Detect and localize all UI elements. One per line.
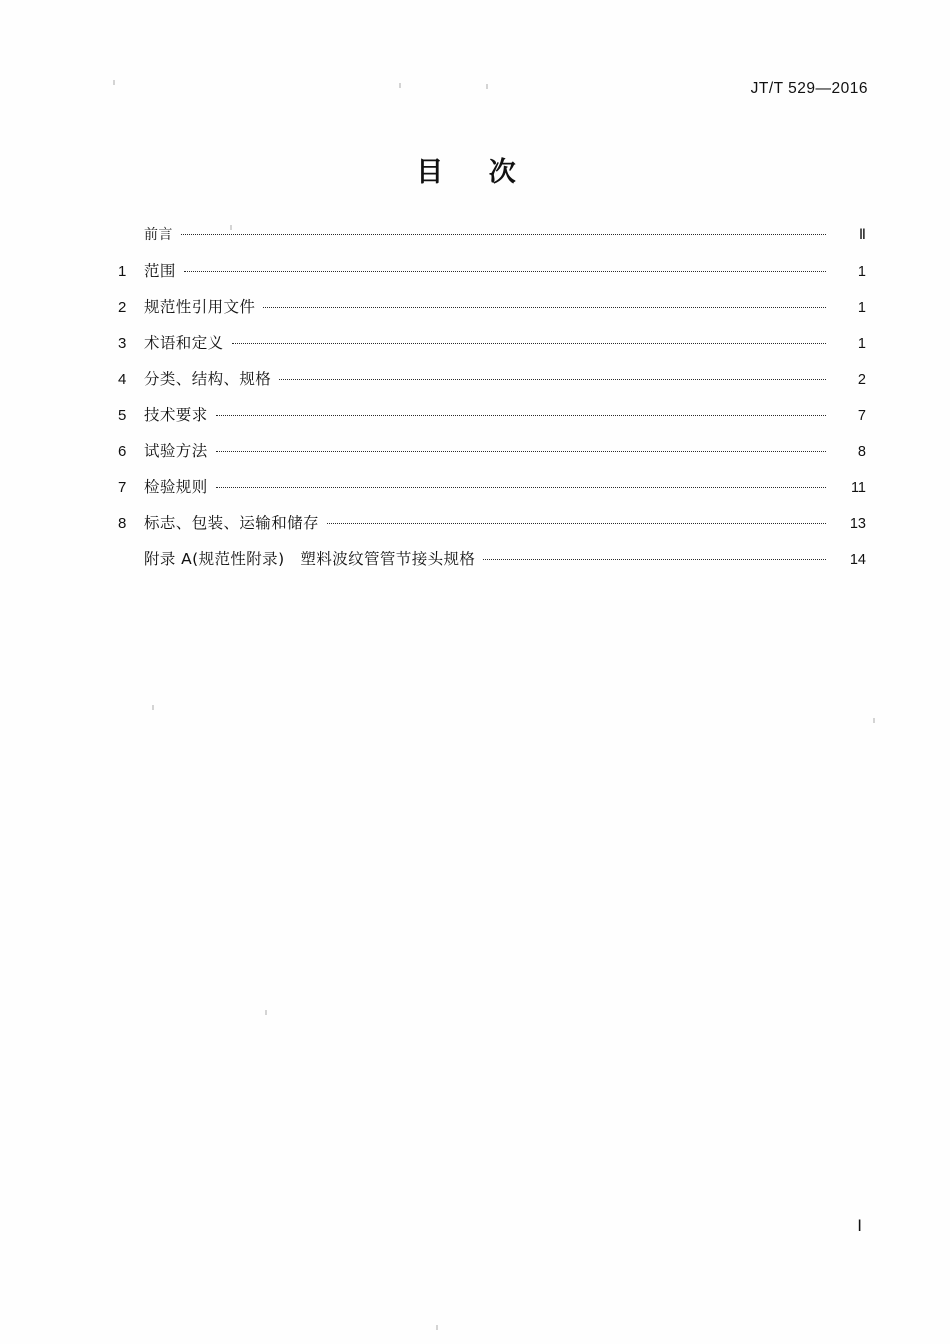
toc-entry-page: Ⅱ xyxy=(858,227,866,243)
scan-speck xyxy=(113,80,115,85)
toc-leader xyxy=(216,414,826,416)
toc-entry-number: 4 xyxy=(118,371,127,388)
toc-entry-number: 5 xyxy=(118,407,127,424)
toc-leader xyxy=(181,233,826,235)
toc-entry-label: 分类、结构、规格 xyxy=(144,370,272,388)
toc-entry-normative-references[interactable] xyxy=(118,300,866,336)
toc-entry-inspection-rules[interactable] xyxy=(118,480,866,516)
toc-entry-page: 14 xyxy=(849,552,866,568)
toc-entry-label: 范围 xyxy=(144,262,176,280)
toc-entry-label: 技术要求 xyxy=(144,406,208,424)
toc-entry-number: 1 xyxy=(118,263,127,280)
toc-entry-page: 7 xyxy=(857,408,866,424)
toc-entry-label: 标志、包装、运输和储存 xyxy=(144,514,319,532)
toc-entry-terms-definitions[interactable] xyxy=(118,336,866,372)
toc-entry-number: 8 xyxy=(118,515,127,532)
toc-leader xyxy=(327,522,826,524)
toc-entry-label: 前言 xyxy=(144,227,173,243)
toc-entry-page: 11 xyxy=(850,480,866,496)
toc-entry-annex-a[interactable] xyxy=(118,552,866,588)
scan-speck xyxy=(436,1325,438,1330)
scan-speck xyxy=(265,1010,267,1015)
toc-entry-scope[interactable] xyxy=(118,264,866,300)
toc-leader xyxy=(184,270,826,272)
toc-entry-label: 检验规则 xyxy=(144,478,208,496)
toc-entry-classification[interactable] xyxy=(118,372,866,408)
toc-leader xyxy=(232,342,826,344)
scan-speck xyxy=(152,705,154,710)
toc-entry-foreword[interactable] xyxy=(118,228,866,264)
toc-entry-page: 1 xyxy=(857,336,866,352)
page-title: 目 次 xyxy=(416,157,534,188)
toc-entry-label: 术语和定义 xyxy=(144,334,224,352)
table-of-contents xyxy=(118,228,866,588)
toc-entry-page: 2 xyxy=(857,372,866,388)
toc-leader xyxy=(263,306,826,308)
toc-entry-page: 8 xyxy=(857,444,866,460)
scan-speck xyxy=(486,84,488,89)
toc-entry-number: 6 xyxy=(118,443,127,460)
toc-entry-number: 7 xyxy=(118,479,127,496)
toc-leader xyxy=(216,450,826,452)
scan-speck xyxy=(399,83,401,88)
page-number-footer: Ⅰ xyxy=(857,1218,862,1235)
toc-leader xyxy=(279,378,826,380)
toc-entry-technical-requirements[interactable] xyxy=(118,408,866,444)
toc-leader xyxy=(216,486,826,488)
toc-entry-page: 13 xyxy=(849,516,866,532)
standard-code-header: JT/T 529—2016 xyxy=(750,80,868,97)
toc-entry-page: 1 xyxy=(857,300,866,316)
toc-entry-label: 试验方法 xyxy=(144,442,208,460)
toc-entry-test-methods[interactable] xyxy=(118,444,866,480)
scan-speck xyxy=(873,718,875,723)
toc-entry-page: 1 xyxy=(857,264,866,280)
toc-leader xyxy=(483,558,826,560)
toc-entry-label: 附录 A(规范性附录) 塑料波纹管管节接头规格 xyxy=(144,550,476,568)
toc-entry-number: 3 xyxy=(118,335,127,352)
toc-entry-label: 规范性引用文件 xyxy=(144,298,256,316)
toc-entry-marking-packaging[interactable] xyxy=(118,516,866,552)
toc-entry-number: 2 xyxy=(118,299,127,316)
